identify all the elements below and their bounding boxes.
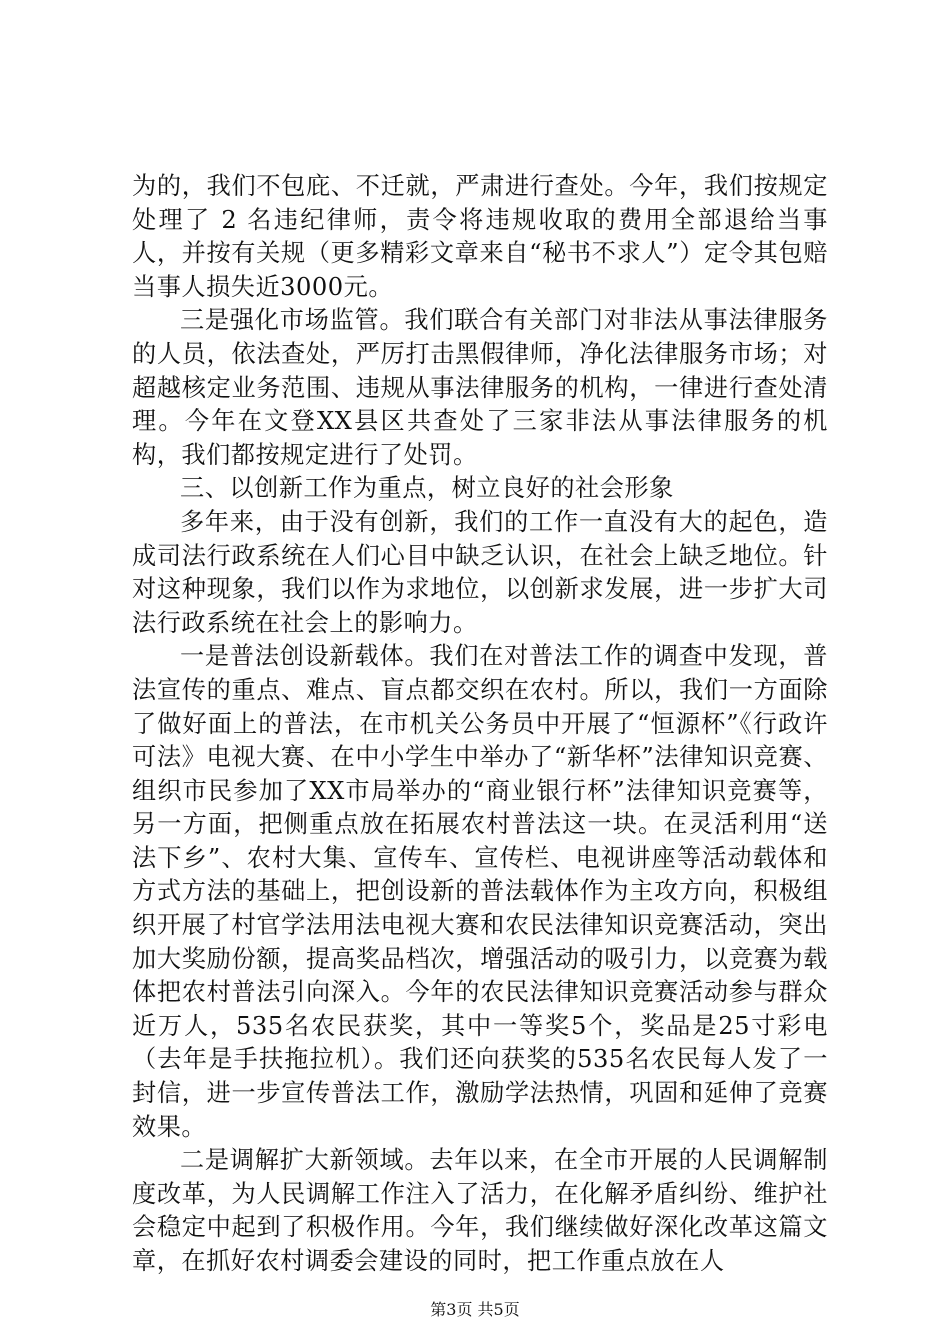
document-body: [132, 170, 828, 1279]
section-heading: 三、以创新工作为重点，树立良好的社会形象: [180, 474, 674, 503]
paragraph-innovation-intro: 多年来，由于没有创新，我们的工作一直没有大的起色，造成司法行政系统在人们心目中缺乏认识，在社会上缺乏地位。针对这种现象，我们以作为求地位，以创新求发展，进一步扩大司法行政系统在社会上的影响力。: [132, 507, 828, 637]
paragraph-continuation: 为的，我们不包庇、不迁就，严肃进行查处。今年，我们按规定处理了 2 名违纪律师，责令将违规收取的费用全部退给当事人，并按有关规（更多精彩文章来自“秘书不求人”）定令其包赔当事人损失近3000元。: [132, 172, 828, 301]
paragraph-legal-education: 一是普法创设新载体。我们在对普法工作的调查中发现，普法宣传的重点、难点、盲点都交织在农村。所以，我们一方面除了做好面上的普法，在市机关公务员中开展了“恒源杯”《行政许可法》电视大赛、在中小学生中举办了“新华杯”法律知识竞赛、组织市民参加了XX市局举办的“商业银行杯”法律知识竞赛等，另一方面，把侧重点放在拓展农村普法这一块。在灵活利用“送法下乡”、农村大集、宣传车、宣传栏、电视讲座等活动载体和方式方法的基础上，把创设新的普法载体作为主攻方向，积极组织开展了村官学法用法电视大赛和农民法律知识竞赛活动，突出加大奖励份额，提高奖品档次，增强活动的吸引力，以竞赛为载体把农村普法引向深入。今年的农民法律知识竞赛活动参与群众近万人，535名农民获奖，其中一等奖5个，奖品是25寸彩电（去年是手扶拖拉机）。我们还向获奖的535名农民每人发了一封信，进一步宣传普法工作，激励学法热情，巩固和延伸了竞赛效果。: [132, 642, 828, 1141]
paragraph-mediation: 二是调解扩大新领域。去年以来，在全市开展的人民调解制度改革，为人民调解工作注入了活力，在化解矛盾纠纷、维护社会稳定中起到了积极作用。今年，我们继续做好深化改革这篇文章，在抓好农村调委会建设的同时，把工作重点放在人: [132, 1146, 828, 1275]
page-footer: 第3页 共5页: [430, 1300, 520, 1319]
paragraph-market-supervision: 三是强化市场监管。我们联合有关部门对非法从事法律服务的人员，依法查处，严厉打击黑假律师，净化法律服务市场；对超越核定业务范围、违规从事法律服务的机构，一律进行查处清理。今年在文登XX县区共查处了三家非法从事法律服务的机构，我们都按规定进行了处罚。: [132, 306, 828, 469]
